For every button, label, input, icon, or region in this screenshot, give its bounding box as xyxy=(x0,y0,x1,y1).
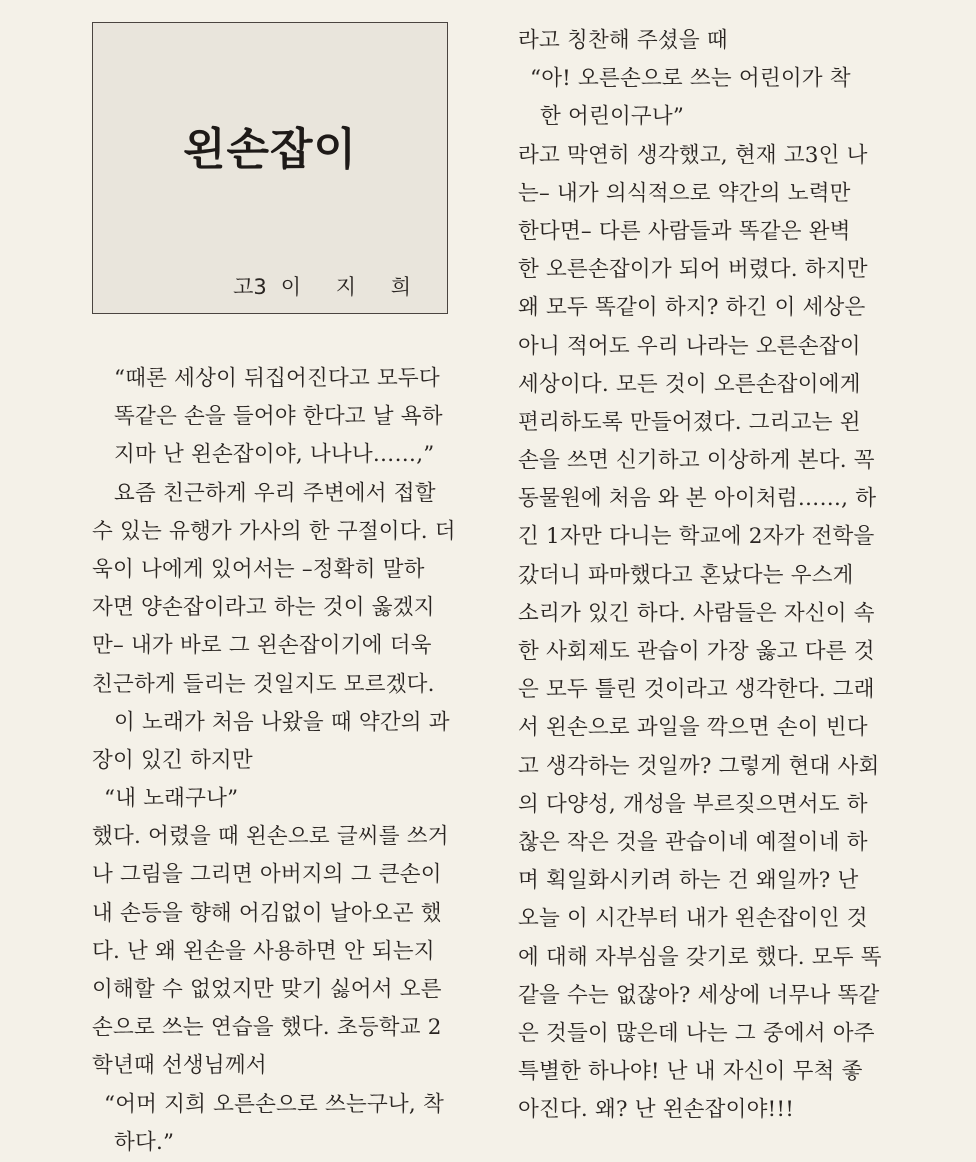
left-column xyxy=(92,360,462,1162)
text-line: 나 그림을 그리면 아버지의 그 큰손이 xyxy=(92,862,442,888)
text-line: “때론 세상이 뒤집어진다고 모두다 xyxy=(114,366,440,391)
text-line: 편리하도록 만들어졌다. 그리고는 왼 xyxy=(518,409,861,435)
text-line: 같을 수는 없잖아? 세상에 너무나 똑같 xyxy=(518,982,880,1008)
text-line: 특별한 하나야! 난 내 자신이 무척 좋 xyxy=(518,1059,863,1085)
text-line: 세상이다. 모든 것이 오른손잡이에게 xyxy=(518,371,861,397)
text-line: 긴 1자만 다니는 학교에 2자가 전학을 xyxy=(518,524,875,550)
text-line: 동물원에 처음 와 본 아이처럼……, 하 xyxy=(518,486,877,512)
author-name: 이 지 희 xyxy=(280,275,425,299)
text-line: 는– 내가 의식적으로 약간의 노력만 xyxy=(518,180,851,206)
text-line: 한 어린이구나” xyxy=(540,104,685,130)
text-line: 오늘 이 시간부터 내가 왼손잡이인 것 xyxy=(518,906,868,932)
text-line: 장이 있긴 하지만 xyxy=(92,747,253,773)
text-line: 한 오른손잡이가 되어 버렸다. 하지만 xyxy=(518,257,868,283)
text-line: 갔더니 파마했다고 혼났다는 우스게 xyxy=(518,562,854,588)
text-line: 지마 난 왼손잡이야, 나나나……,” xyxy=(114,442,435,468)
text-line: 자면 양손잡이라고 하는 것이 옳겠지 xyxy=(92,595,435,621)
article-title: 왼손잡이 xyxy=(182,124,357,175)
text-line: 찮은 작은 것을 관습이네 예절이네 하 xyxy=(518,829,868,855)
text-line: “어머 지희 오른손으로 쓰는구나, 착 xyxy=(104,1091,444,1117)
text-line: 아니 적어도 우리 나라는 오른손잡이 xyxy=(518,333,861,359)
text-line: 한다면– 다른 사람들과 똑같은 완벽 xyxy=(518,218,851,244)
text-line: 손을 쓰면 신기하고 이상하게 본다. 꼭 xyxy=(518,448,875,474)
text-line: 왜 모두 똑같이 하지? 하긴 이 세상은 xyxy=(518,295,866,321)
title-box xyxy=(92,22,448,314)
text-line: 욱이 나에게 있어서는 –정확히 말하 xyxy=(92,556,425,582)
text-line: 다. 난 왜 왼손을 사용하면 안 되는지 xyxy=(92,938,435,964)
text-line: 이 노래가 처음 나왔을 때 약간의 과 xyxy=(114,709,450,735)
text-line: 아진다. 왜? 난 왼손잡이야!!! xyxy=(518,1097,795,1123)
text-line: 하다.” xyxy=(114,1129,175,1155)
text-line: 내 손등을 향해 어김없이 날아오곤 했 xyxy=(92,900,442,926)
text-line: 라고 막연히 생각했고, 현재 고3인 나 xyxy=(518,142,868,168)
text-line: 친근하게 들리는 것일지도 모르겠다. xyxy=(92,671,435,697)
text-line: 했다. 어렸을 때 왼손으로 글씨를 쓰거 xyxy=(92,824,449,850)
text-line: 손으로 쓰는 연습을 했다. 초등학교 2 xyxy=(92,1015,442,1041)
text-line: 서 왼손으로 과일을 깍으면 손이 빈다 xyxy=(518,715,868,741)
text-line: 학년때 선생님께서 xyxy=(92,1053,267,1079)
text-line: 며 획일화시키려 하는 건 왜일까? 난 xyxy=(518,868,859,894)
text-line: 똑같은 손을 들어야 한다고 날 욕하 xyxy=(114,404,443,430)
text-line: “아! 오른손으로 쓰는 어린이가 착 xyxy=(530,66,851,92)
text-line: 은 것들이 많은데 나는 그 중에서 아주 xyxy=(518,1020,875,1046)
right-column xyxy=(518,22,886,1129)
text-line: “내 노래구나” xyxy=(104,786,239,812)
text-line: 고 생각하는 것일까? 그렇게 현대 사회 xyxy=(518,753,880,779)
text-line: 의 다양성, 개성을 부르짖으면서도 하 xyxy=(518,791,868,817)
text-line: 요즘 친근하게 우리 주변에서 접할 xyxy=(114,480,436,506)
text-line: 에 대해 자부심을 갖기로 했다. 모두 똑 xyxy=(518,944,882,970)
text-line: 수 있는 유행가 가사의 한 구절이다. 더 xyxy=(92,518,456,544)
byline xyxy=(233,271,425,301)
text-line: 소리가 있긴 하다. 사람들은 자신이 속 xyxy=(518,600,875,626)
text-line: 이해할 수 없었지만 맞기 싫어서 오른 xyxy=(92,977,442,1002)
text-line: 만– 내가 바로 그 왼손잡이기에 더욱 xyxy=(92,633,432,659)
author-grade: 고3 xyxy=(233,275,267,299)
text-line: 한 사회제도 관습이 가장 옳고 다른 것 xyxy=(518,639,875,664)
text-line: 라고 칭찬해 주셨을 때 xyxy=(518,28,728,53)
text-line: 은 모두 틀린 것이라고 생각한다. 그래 xyxy=(518,677,875,703)
